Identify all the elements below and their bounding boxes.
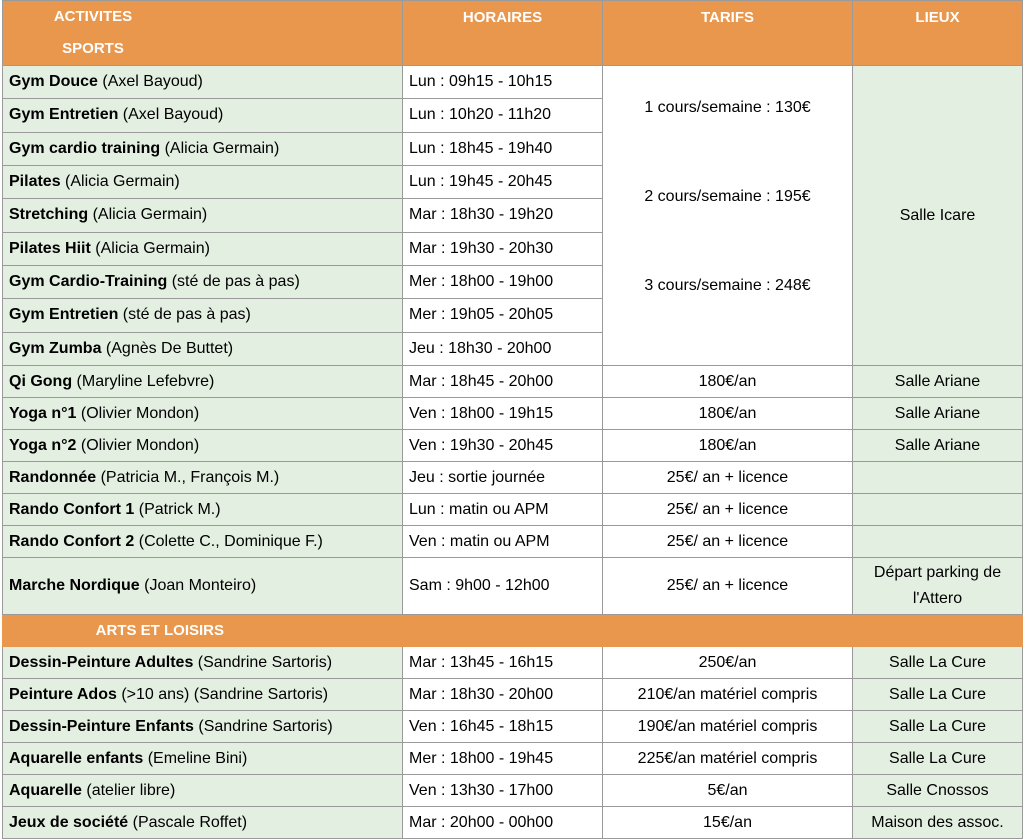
schedule-cell: Ven : 13h30 - 17h00: [403, 775, 603, 807]
rate-cell: 210€/an matériel compris: [603, 679, 853, 711]
activity-instructor: (Alicia Germain): [90, 239, 210, 257]
rate-cell: 25€/ an + licence: [603, 494, 853, 526]
activity-name: Qi Gong: [9, 372, 73, 390]
place-cell: [853, 494, 1023, 526]
table-row: [3, 775, 1023, 807]
place-cell: Salle La Cure: [853, 647, 1023, 679]
schedule-cell: Lun : 18h45 - 19h40: [403, 132, 603, 165]
activity-cell: [3, 299, 403, 332]
table-row: [3, 647, 1023, 679]
schedule-cell: Lun : matin ou APM: [403, 494, 603, 526]
activity-name: Randonnée: [9, 468, 97, 486]
activity-instructor: (atelier libre): [81, 781, 176, 799]
activity-cell: [3, 494, 403, 526]
place-cell: Salle La Cure: [853, 743, 1023, 775]
activity-instructor: (Olivier Mondon): [76, 404, 200, 422]
activity-instructor: (Alicia Germain): [60, 173, 180, 191]
activity-cell: [3, 265, 403, 298]
activity-instructor: (Maryline Lefebvre): [72, 372, 215, 390]
table-row: [3, 711, 1023, 743]
activity-name: Dessin-Peinture Adultes: [9, 653, 194, 671]
activity-instructor: (Patrick M.): [134, 500, 221, 518]
section-row-arts: [3, 615, 1023, 647]
table-row: [3, 462, 1023, 494]
header-places: LIEUX: [853, 1, 1023, 66]
activity-name: Gym Entretien: [9, 306, 119, 324]
schedule-cell: Mar : 20h00 - 00h00: [403, 807, 603, 839]
activity-name: Gym Entretien: [9, 106, 119, 124]
place-cell: Salle La Cure: [853, 679, 1023, 711]
gym-rate-two: 2 cours/semaine : 195€: [644, 188, 811, 205]
place-cell: Salle Ariane: [853, 366, 1023, 398]
header-row: [3, 1, 1023, 66]
activity-instructor: (Axel Bayoud): [97, 73, 203, 91]
table-row: [3, 526, 1023, 558]
activity-name: Yoga n°1: [9, 404, 77, 422]
rate-cell: 5€/an: [603, 775, 853, 807]
table-row: [3, 743, 1023, 775]
section-title-cell: [3, 615, 1023, 647]
activity-name: Gym cardio training: [9, 139, 161, 157]
place-cell: [853, 526, 1023, 558]
rate-cell: 225€/an matériel compris: [603, 743, 853, 775]
header-sports-label: SPORTS: [62, 40, 124, 57]
place-cell: [853, 462, 1023, 494]
activity-instructor: (Emeline Bini): [143, 749, 248, 767]
activity-instructor: (Olivier Mondon): [76, 436, 200, 454]
table-row: [3, 679, 1023, 711]
activity-cell: [3, 807, 403, 839]
section-title: ARTS ET LOISIRS: [95, 621, 224, 639]
activity-name: Pilates Hiit: [9, 239, 91, 257]
rate-cell: 190€/an matériel compris: [603, 711, 853, 743]
schedule-cell: Ven : matin ou APM: [403, 526, 603, 558]
activity-cell: [3, 132, 403, 165]
table-row: [3, 398, 1023, 430]
activity-name: Peinture Ados: [9, 685, 117, 703]
table-row: [3, 494, 1023, 526]
activity-cell: [3, 743, 403, 775]
activity-name: Jeux de société: [9, 813, 129, 831]
schedule-cell: Ven : 18h00 - 19h15: [403, 398, 603, 430]
activities-table: [2, 0, 1023, 839]
schedule-cell: Mer : 19h05 - 20h05: [403, 299, 603, 332]
rate-cell: 15€/an: [603, 807, 853, 839]
header-rates: TARIFS: [603, 1, 853, 66]
activity-cell: [3, 711, 403, 743]
activity-name: Dessin-Peinture Enfants: [9, 717, 194, 735]
schedule-cell: Mer : 18h00 - 19h00: [403, 265, 603, 298]
schedule-cell: Mar : 18h45 - 20h00: [403, 366, 603, 398]
schedule-cell: Mer : 18h00 - 19h45: [403, 743, 603, 775]
activity-cell: [3, 647, 403, 679]
schedule-cell: Jeu : 18h30 - 20h00: [403, 332, 603, 365]
activity-name: Yoga n°2: [9, 436, 77, 454]
place-cell: Maison des assoc.: [853, 807, 1023, 839]
schedule-cell: Lun : 10h20 - 11h20: [403, 99, 603, 132]
schedule-cell: Mar : 13h45 - 16h15: [403, 647, 603, 679]
activity-cell: [3, 366, 403, 398]
gym-place-cell: Salle Icare: [853, 66, 1023, 366]
schedule-cell: Jeu : sortie journée: [403, 462, 603, 494]
rate-cell: 25€/ an + licence: [603, 462, 853, 494]
rate-cell: 180€/an: [603, 398, 853, 430]
activity-cell: [3, 165, 403, 198]
place-cell: Salle La Cure: [853, 711, 1023, 743]
rate-cell: 25€/ an + licence: [603, 526, 853, 558]
activity-cell: [3, 232, 403, 265]
place-cell: Départ parking de l'Attero: [853, 558, 1023, 615]
activity-name: Gym Douce: [9, 73, 98, 91]
activity-instructor: (sté de pas à pas): [118, 306, 251, 324]
activity-instructor: (Alicia Germain): [88, 206, 208, 224]
activity-cell: [3, 775, 403, 807]
activity-cell: [3, 199, 403, 232]
activity-instructor: (Sandrine Sartoris): [193, 653, 333, 671]
activity-name: Aquarelle: [9, 781, 82, 799]
activity-instructor: (Pascale Roffet): [128, 813, 248, 831]
place-cell: Salle Ariane: [853, 430, 1023, 462]
activity-name: Rando Confort 2: [9, 532, 135, 550]
activity-instructor: (Joan Monteiro): [139, 577, 257, 594]
activity-cell: [3, 66, 403, 99]
rate-cell: 180€/an: [603, 366, 853, 398]
table-row: [3, 430, 1023, 462]
schedule-cell: Mar : 19h30 - 20h30: [403, 232, 603, 265]
activity-cell: [3, 332, 403, 365]
schedule-cell: Ven : 16h45 - 18h15: [403, 711, 603, 743]
header-schedule: HORAIRES: [403, 1, 603, 66]
activity-name: Gym Zumba: [9, 339, 102, 357]
activity-name: Stretching: [9, 206, 89, 224]
activity-instructor: (>10 ans) (Sandrine Sartoris): [116, 685, 329, 703]
schedule-cell: Ven : 19h30 - 20h45: [403, 430, 603, 462]
header-activities-label: ACTIVITES: [53, 8, 133, 25]
activity-instructor: (Axel Bayoud): [118, 106, 224, 124]
schedule-cell: Lun : 19h45 - 20h45: [403, 165, 603, 198]
table-row: [3, 558, 1023, 615]
activity-cell: [3, 558, 403, 615]
gym-rate-three: 3 cours/semaine : 248€: [644, 277, 811, 294]
activity-instructor: (Alicia Germain): [160, 139, 280, 157]
activity-instructor: (Patricia M., François M.): [96, 468, 280, 486]
table-row: [3, 366, 1023, 398]
table-row: [3, 66, 1023, 99]
rate-cell: 250€/an: [603, 647, 853, 679]
activity-cell: [3, 462, 403, 494]
activity-instructor: (Sandrine Sartoris): [193, 717, 333, 735]
activity-cell: [3, 430, 403, 462]
place-cell: Salle Cnossos: [853, 775, 1023, 807]
gym-rates-cell: [603, 66, 853, 366]
schedule-cell: Sam : 9h00 - 12h00: [403, 558, 603, 615]
rate-cell: 180€/an: [603, 430, 853, 462]
activity-cell: [3, 679, 403, 711]
activity-instructor: (Agnès De Buttet): [101, 339, 234, 357]
activity-name: Rando Confort 1: [9, 500, 135, 518]
place-cell: Salle Ariane: [853, 398, 1023, 430]
schedule-cell: Mar : 18h30 - 19h20: [403, 199, 603, 232]
activity-instructor: (sté de pas à pas): [167, 273, 300, 291]
schedule-cell: Lun : 09h15 - 10h15: [403, 66, 603, 99]
activity-cell: [3, 398, 403, 430]
rate-cell: 25€/ an + licence: [603, 558, 853, 615]
activity-cell: [3, 99, 403, 132]
header-activities: [3, 1, 403, 66]
gym-rate-one: 1 cours/semaine : 130€: [644, 99, 811, 116]
activity-name: Marche Nordique: [9, 577, 140, 594]
table-row: [3, 807, 1023, 839]
activity-cell: [3, 526, 403, 558]
activity-name: Pilates: [9, 173, 61, 191]
activity-name: Aquarelle enfants: [9, 749, 144, 767]
activity-name: Gym Cardio-Training: [9, 273, 168, 291]
schedule-cell: Mar : 18h30 - 20h00: [403, 679, 603, 711]
activity-instructor: (Colette C., Dominique F.): [134, 532, 323, 550]
